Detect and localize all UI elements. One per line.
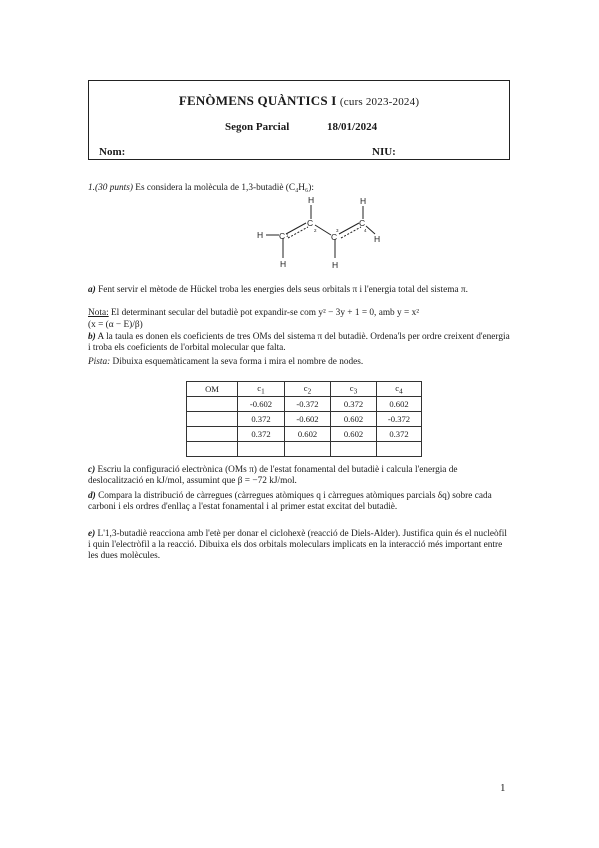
course-year: (curs 2023-2024) (339, 96, 420, 108)
note-continued: (x = (α − E)/β) (88, 320, 143, 330)
table-cell (187, 412, 238, 427)
name-label: Nom: (99, 146, 126, 158)
table-cell: 0.602 (285, 427, 331, 442)
note: Nota: El determinant secular del butadiè pot expandir-se com y² − 3y + 1 = 0, amb y = x² (88, 308, 420, 318)
column-header: $c_2$ (285, 382, 331, 397)
table-cell: -0.602 (238, 397, 285, 412)
table-cell: 0.602 (377, 397, 422, 412)
table-row (187, 412, 422, 427)
atom-h: H (374, 234, 381, 244)
atom-h: H (360, 196, 367, 206)
table-cell: 0.372 (377, 427, 422, 442)
carbon-number: 2 (314, 228, 317, 233)
atom-h: H (257, 230, 264, 240)
atom-h: H (280, 259, 287, 269)
column-header: OM (187, 382, 238, 397)
exam-type: Segon Parcial (225, 121, 290, 133)
table-header-row (187, 382, 422, 397)
atom-c2: C (307, 218, 314, 228)
question-a: a) Fent servir el mètode de Hückel troba les energies dels seus orbitals π i l'energia total del sistema π. (88, 285, 468, 295)
table-cell: 0.372 (238, 412, 285, 427)
butadiene-structure (255, 194, 385, 274)
carbon-number: 4 (364, 228, 367, 233)
page-number: 1 (500, 782, 506, 794)
table-cell: -0.372 (377, 412, 422, 427)
formula-tail: ): (308, 183, 314, 193)
exam-date: 18/01/2024 (327, 121, 378, 133)
table-cell: 0.602 (331, 412, 377, 427)
atom-c1: C (279, 231, 286, 241)
carbon-number: 3 (336, 228, 339, 233)
question-c: c) Escriu la configuració electrònica (OMs π) de l'estat fonamental del butadiè i calcula l'energia de deslocalització en kJ/mol, assumint que β = −72 kJ/mol. (88, 465, 458, 486)
atom-c3: C (331, 232, 338, 242)
table-row (187, 397, 422, 412)
niu-label: NIU: (372, 146, 396, 158)
table-cell: -0.372 (285, 397, 331, 412)
table-cell (187, 427, 238, 442)
table-cell (331, 442, 377, 457)
table-cell: 0.372 (238, 427, 285, 442)
table-cell: 0.372 (331, 397, 377, 412)
atom-h: H (308, 195, 315, 205)
column-header: $c_3$ (331, 382, 377, 397)
exam-title (89, 93, 509, 109)
table-row (187, 442, 422, 457)
table-cell (187, 442, 238, 457)
table-row (187, 427, 422, 442)
table-cell (238, 442, 285, 457)
column-header: $c_4$ (377, 382, 422, 397)
table-cell: 0.602 (331, 427, 377, 442)
question-d: d) Compara la distribució de càrregues (càrregues atòmiques q i càrregues atòmiques parcials δq) sobre cada carboni i els ordres d'enllaç a l'estat fonamental i al primer estat excitat del butadiè. (88, 491, 492, 512)
problem-intro: 1.(30 punts) Es considera la molècula de 1,3-butadiè (C₄H₆): (88, 183, 314, 193)
mo-coefficients-table (186, 381, 422, 457)
question-b: b) A la taula es donen els coeficients de tres OMs del sistema π del butadiè. Ordena'ls per ordre creixent d'energia i troba els coeficients de l'orbital molecular que falta. (88, 332, 510, 353)
problem-points: 1.(30 punts) (88, 183, 133, 193)
question-e: e) L'1,3-butadiè reacciona amb l'etè per donar el ciclohexè (reacció de Diels-Alder). Justifica quin és el nucleòfil i quin l'electròfil a la reacció. Dibuixa els dos orbitals moleculars implicats en la interacció més important entre les dues molècules. (88, 529, 507, 561)
carbon-number: 1 (286, 233, 289, 238)
course-title: FENÒMENS QUÀNTICS I (178, 93, 337, 108)
atom-h: H (332, 260, 339, 270)
column-header: $c_1$ (238, 382, 285, 397)
problem-text: Es considera la molècula de 1,3-butadiè (C (132, 183, 296, 193)
table-cell (377, 442, 422, 457)
table-cell (285, 442, 331, 457)
exam-header (88, 80, 510, 160)
table-cell: -0.602 (285, 412, 331, 427)
hint: Pista: Dibuixa esquemàticament la seva forma i mira el nombre de nodes. (88, 357, 364, 367)
table-cell (187, 397, 238, 412)
atom-c4: C (359, 218, 366, 228)
